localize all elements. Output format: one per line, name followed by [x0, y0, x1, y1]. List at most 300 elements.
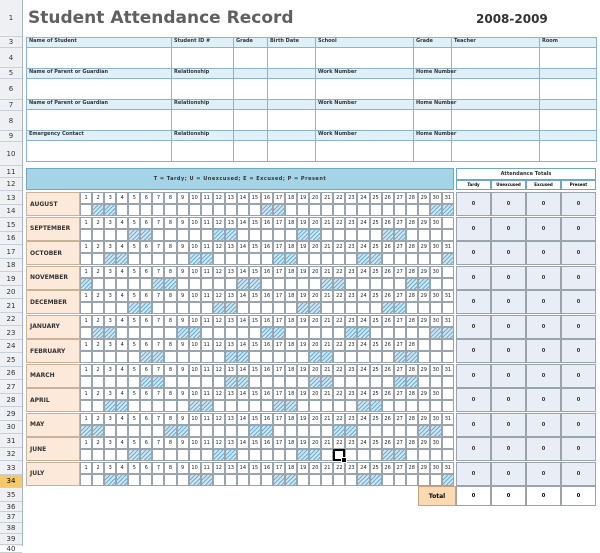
attendance-cell[interactable] — [128, 327, 140, 339]
weekend-cell[interactable] — [128, 449, 140, 461]
attendance-cell[interactable] — [394, 327, 406, 339]
attendance-cell[interactable] — [152, 425, 164, 437]
weekend-cell[interactable] — [394, 449, 406, 461]
attendance-cell[interactable] — [321, 449, 333, 461]
attendance-cell[interactable] — [406, 327, 418, 339]
attendance-cell[interactable] — [382, 253, 394, 265]
attendance-cell[interactable] — [213, 278, 225, 290]
attendance-cell[interactable] — [104, 278, 116, 290]
weekend-cell[interactable] — [177, 425, 189, 437]
weekend-cell[interactable] — [213, 229, 225, 241]
weekend-cell[interactable] — [382, 449, 394, 461]
weekend-cell[interactable] — [297, 229, 309, 241]
attendance-cell[interactable] — [321, 400, 333, 412]
weekend-cell[interactable] — [394, 351, 406, 363]
weekend-cell[interactable] — [92, 425, 104, 437]
attendance-cell[interactable] — [345, 302, 357, 314]
attendance-cell[interactable] — [309, 425, 321, 437]
attendance-cell[interactable] — [92, 229, 104, 241]
month-total-cell[interactable]: 0 — [456, 364, 491, 388]
attendance-cell[interactable] — [345, 229, 357, 241]
attendance-cell[interactable] — [201, 425, 213, 437]
row-number[interactable]: 30 — [0, 421, 22, 434]
attendance-cell[interactable] — [309, 474, 321, 486]
attendance-cell[interactable] — [92, 474, 104, 486]
month-total-cell[interactable]: 0 — [456, 192, 491, 216]
info-value-cell[interactable] — [540, 141, 597, 162]
attendance-cell[interactable] — [357, 449, 369, 461]
weekend-cell[interactable] — [285, 400, 297, 412]
attendance-cell[interactable] — [370, 425, 382, 437]
weekend-cell[interactable] — [237, 376, 249, 388]
weekend-cell[interactable] — [116, 400, 128, 412]
attendance-cell[interactable] — [406, 204, 418, 216]
attendance-cell[interactable] — [285, 425, 297, 437]
info-value-cell[interactable] — [172, 141, 234, 162]
weekend-cell[interactable] — [80, 425, 92, 437]
total-value[interactable]: 0 — [456, 486, 491, 506]
weekend-cell[interactable] — [333, 278, 345, 290]
month-total-cell[interactable]: 0 — [456, 437, 491, 461]
attendance-cell[interactable] — [189, 204, 201, 216]
month-total-cell[interactable]: 0 — [526, 290, 561, 314]
attendance-cell[interactable] — [80, 449, 92, 461]
month-total-cell[interactable]: 0 — [526, 217, 561, 241]
row-number[interactable]: 14 — [0, 205, 22, 218]
attendance-cell[interactable] — [225, 400, 237, 412]
attendance-cell[interactable] — [213, 425, 225, 437]
attendance-cell[interactable] — [406, 449, 418, 461]
attendance-cell[interactable] — [201, 204, 213, 216]
attendance-cell[interactable] — [273, 449, 285, 461]
weekend-cell[interactable] — [225, 229, 237, 241]
weekend-cell[interactable] — [152, 376, 164, 388]
month-total-cell[interactable]: 0 — [456, 241, 491, 265]
month-total-cell[interactable]: 0 — [456, 388, 491, 412]
attendance-cell[interactable] — [140, 327, 152, 339]
attendance-cell[interactable] — [442, 302, 454, 314]
attendance-cell[interactable] — [152, 253, 164, 265]
attendance-cell[interactable] — [418, 302, 430, 314]
attendance-cell[interactable] — [80, 229, 92, 241]
attendance-cell[interactable] — [297, 351, 309, 363]
attendance-cell[interactable] — [321, 474, 333, 486]
weekend-cell[interactable] — [225, 376, 237, 388]
attendance-cell[interactable] — [345, 376, 357, 388]
attendance-cell[interactable] — [406, 474, 418, 486]
attendance-cell[interactable] — [177, 204, 189, 216]
attendance-cell[interactable] — [418, 204, 430, 216]
attendance-cell[interactable] — [333, 302, 345, 314]
weekend-cell[interactable] — [225, 302, 237, 314]
row-number[interactable]: 34 — [0, 475, 22, 488]
attendance-cell[interactable] — [201, 376, 213, 388]
attendance-cell[interactable] — [370, 302, 382, 314]
attendance-cell[interactable] — [382, 351, 394, 363]
month-total-cell[interactable]: 0 — [561, 315, 596, 339]
attendance-cell[interactable] — [249, 400, 261, 412]
attendance-cell[interactable] — [285, 229, 297, 241]
attendance-cell[interactable] — [213, 376, 225, 388]
total-value[interactable]: 0 — [491, 486, 526, 506]
weekend-cell[interactable] — [201, 400, 213, 412]
attendance-cell[interactable] — [152, 400, 164, 412]
attendance-cell[interactable] — [249, 229, 261, 241]
info-value-cell[interactable] — [316, 141, 414, 162]
attendance-cell[interactable] — [297, 400, 309, 412]
attendance-cell[interactable] — [309, 253, 321, 265]
attendance-cell[interactable] — [225, 327, 237, 339]
attendance-cell[interactable] — [406, 302, 418, 314]
month-total-cell[interactable]: 0 — [526, 364, 561, 388]
weekend-cell[interactable] — [249, 278, 261, 290]
attendance-cell[interactable] — [116, 204, 128, 216]
row-number[interactable]: 9 — [0, 131, 22, 142]
row-number[interactable]: 35 — [0, 488, 22, 502]
month-total-cell[interactable]: 0 — [491, 290, 526, 314]
info-value-cell[interactable] — [27, 110, 172, 131]
info-value-cell[interactable] — [172, 48, 234, 69]
month-total-cell[interactable]: 0 — [491, 339, 526, 363]
month-total-cell[interactable]: 0 — [561, 192, 596, 216]
info-value-cell[interactable] — [268, 48, 316, 69]
attendance-cell[interactable] — [442, 229, 454, 241]
weekend-cell[interactable] — [309, 449, 321, 461]
attendance-cell[interactable] — [345, 253, 357, 265]
attendance-cell[interactable] — [273, 278, 285, 290]
info-value-cell[interactable] — [452, 79, 540, 100]
attendance-cell[interactable] — [297, 327, 309, 339]
attendance-cell[interactable] — [370, 327, 382, 339]
attendance-cell[interactable] — [382, 204, 394, 216]
row-number[interactable]: 3 — [0, 37, 22, 48]
attendance-cell[interactable] — [92, 376, 104, 388]
attendance-cell[interactable] — [140, 204, 152, 216]
attendance-cell[interactable] — [237, 474, 249, 486]
weekend-cell[interactable] — [201, 474, 213, 486]
attendance-cell[interactable] — [116, 425, 128, 437]
month-total-cell[interactable]: 0 — [456, 217, 491, 241]
attendance-cell[interactable] — [92, 278, 104, 290]
attendance-cell[interactable] — [370, 229, 382, 241]
weekend-cell[interactable] — [297, 302, 309, 314]
attendance-cell[interactable] — [370, 204, 382, 216]
weekend-cell[interactable] — [189, 327, 201, 339]
attendance-cell[interactable] — [309, 204, 321, 216]
attendance-cell[interactable] — [189, 351, 201, 363]
attendance-cell[interactable] — [406, 253, 418, 265]
attendance-cell[interactable] — [430, 449, 442, 461]
info-value-cell[interactable] — [316, 48, 414, 69]
attendance-cell[interactable] — [177, 400, 189, 412]
attendance-cell[interactable] — [273, 351, 285, 363]
weekend-cell[interactable] — [394, 302, 406, 314]
weekend-cell[interactable] — [406, 278, 418, 290]
attendance-cell[interactable] — [104, 425, 116, 437]
attendance-cell[interactable] — [430, 474, 442, 486]
row-number[interactable]: 7 — [0, 100, 22, 111]
month-total-cell[interactable]: 0 — [456, 290, 491, 314]
attendance-cell[interactable] — [418, 474, 430, 486]
weekend-cell[interactable] — [370, 400, 382, 412]
attendance-cell[interactable] — [225, 425, 237, 437]
info-value-cell[interactable] — [414, 141, 452, 162]
weekend-cell[interactable] — [430, 204, 442, 216]
attendance-cell[interactable] — [164, 474, 176, 486]
month-total-cell[interactable]: 0 — [561, 266, 596, 290]
attendance-cell[interactable] — [442, 449, 454, 461]
month-total-cell[interactable]: 0 — [561, 241, 596, 265]
attendance-cell[interactable] — [382, 400, 394, 412]
attendance-cell[interactable] — [201, 449, 213, 461]
attendance-cell[interactable] — [382, 327, 394, 339]
row-number[interactable]: 5 — [0, 68, 22, 79]
attendance-cell[interactable] — [177, 302, 189, 314]
weekend-cell[interactable] — [140, 302, 152, 314]
weekend-cell[interactable] — [237, 351, 249, 363]
weekend-cell[interactable] — [213, 302, 225, 314]
attendance-cell[interactable] — [430, 302, 442, 314]
attendance-cell[interactable] — [128, 204, 140, 216]
attendance-cell[interactable] — [430, 253, 442, 265]
attendance-cell[interactable] — [382, 474, 394, 486]
attendance-cell[interactable] — [152, 302, 164, 314]
weekend-cell[interactable] — [189, 474, 201, 486]
attendance-cell[interactable] — [297, 278, 309, 290]
month-total-cell[interactable]: 0 — [491, 266, 526, 290]
attendance-cell[interactable] — [370, 449, 382, 461]
weekend-cell[interactable] — [164, 278, 176, 290]
attendance-cell[interactable] — [213, 327, 225, 339]
info-value-cell[interactable] — [172, 110, 234, 131]
info-value-cell[interactable] — [27, 79, 172, 100]
attendance-cell[interactable] — [164, 376, 176, 388]
attendance-cell[interactable] — [394, 400, 406, 412]
weekend-cell[interactable] — [164, 425, 176, 437]
attendance-cell[interactable] — [152, 449, 164, 461]
row-number[interactable]: 15 — [0, 218, 22, 232]
attendance-cell[interactable] — [357, 204, 369, 216]
attendance-cell[interactable] — [430, 376, 442, 388]
attendance-cell[interactable] — [261, 253, 273, 265]
month-total-cell[interactable]: 0 — [456, 266, 491, 290]
attendance-cell[interactable] — [140, 425, 152, 437]
attendance-cell[interactable] — [345, 400, 357, 412]
month-total-cell[interactable]: 0 — [561, 413, 596, 437]
attendance-cell[interactable] — [164, 204, 176, 216]
attendance-cell[interactable] — [333, 351, 345, 363]
attendance-cell[interactable] — [430, 400, 442, 412]
total-value[interactable]: 0 — [561, 486, 596, 506]
weekend-cell[interactable] — [285, 253, 297, 265]
info-value-cell[interactable] — [268, 110, 316, 131]
weekend-cell[interactable] — [430, 425, 442, 437]
weekend-cell[interactable] — [152, 278, 164, 290]
month-total-cell[interactable]: 0 — [526, 413, 561, 437]
attendance-cell[interactable] — [370, 376, 382, 388]
attendance-cell[interactable] — [225, 474, 237, 486]
weekend-cell[interactable] — [406, 351, 418, 363]
row-number[interactable]: 32 — [0, 448, 22, 461]
info-value-cell[interactable] — [27, 141, 172, 162]
attendance-cell[interactable] — [261, 474, 273, 486]
attendance-cell[interactable] — [382, 376, 394, 388]
month-total-cell[interactable]: 0 — [526, 388, 561, 412]
attendance-cell[interactable] — [357, 351, 369, 363]
month-total-cell[interactable]: 0 — [561, 388, 596, 412]
info-value-cell[interactable] — [234, 79, 268, 100]
attendance-cell[interactable] — [370, 278, 382, 290]
row-number[interactable]: 19 — [0, 272, 22, 286]
attendance-cell[interactable] — [249, 302, 261, 314]
attendance-cell[interactable] — [152, 204, 164, 216]
attendance-cell[interactable] — [116, 327, 128, 339]
attendance-cell[interactable] — [225, 204, 237, 216]
attendance-cell[interactable] — [104, 229, 116, 241]
month-total-cell[interactable]: 0 — [561, 462, 596, 486]
weekend-cell[interactable] — [261, 425, 273, 437]
attendance-cell[interactable] — [273, 302, 285, 314]
row-number[interactable]: 28 — [0, 394, 22, 407]
attendance-cell[interactable] — [382, 278, 394, 290]
row-number[interactable]: 18 — [0, 259, 22, 272]
row-number[interactable]: 31 — [0, 434, 22, 448]
weekend-cell[interactable] — [370, 474, 382, 486]
weekend-cell[interactable] — [394, 376, 406, 388]
row-number[interactable]: 25 — [0, 353, 22, 367]
attendance-cell[interactable] — [104, 449, 116, 461]
attendance-cell[interactable] — [333, 327, 345, 339]
attendance-cell[interactable] — [80, 400, 92, 412]
attendance-cell[interactable] — [116, 278, 128, 290]
attendance-cell[interactable] — [309, 278, 321, 290]
weekend-cell[interactable] — [406, 376, 418, 388]
attendance-cell[interactable] — [345, 474, 357, 486]
info-value-cell[interactable] — [234, 110, 268, 131]
attendance-cell[interactable] — [273, 425, 285, 437]
attendance-cell[interactable] — [189, 278, 201, 290]
attendance-cell[interactable] — [394, 278, 406, 290]
attendance-cell[interactable] — [237, 425, 249, 437]
attendance-cell[interactable] — [128, 253, 140, 265]
weekend-cell[interactable] — [104, 327, 116, 339]
attendance-cell[interactable] — [201, 351, 213, 363]
weekend-cell[interactable] — [370, 253, 382, 265]
attendance-cell[interactable] — [92, 302, 104, 314]
weekend-cell[interactable] — [177, 327, 189, 339]
row-number[interactable]: 16 — [0, 232, 22, 245]
attendance-cell[interactable] — [345, 351, 357, 363]
info-value-cell[interactable] — [27, 48, 172, 69]
attendance-cell[interactable] — [406, 400, 418, 412]
weekend-cell[interactable] — [430, 327, 442, 339]
weekend-cell[interactable] — [189, 253, 201, 265]
weekend-cell[interactable] — [442, 327, 454, 339]
attendance-cell[interactable] — [406, 425, 418, 437]
attendance-cell[interactable] — [177, 351, 189, 363]
attendance-cell[interactable] — [164, 327, 176, 339]
attendance-cell[interactable] — [297, 474, 309, 486]
weekend-cell[interactable] — [357, 400, 369, 412]
attendance-cell[interactable] — [442, 351, 454, 363]
month-total-cell[interactable]: 0 — [491, 388, 526, 412]
attendance-cell[interactable] — [201, 229, 213, 241]
month-total-cell[interactable]: 0 — [456, 339, 491, 363]
attendance-cell[interactable] — [333, 376, 345, 388]
month-total-cell[interactable]: 0 — [561, 364, 596, 388]
attendance-cell[interactable] — [249, 474, 261, 486]
month-total-cell[interactable]: 0 — [526, 266, 561, 290]
attendance-cell[interactable] — [321, 204, 333, 216]
month-total-cell[interactable]: 0 — [526, 315, 561, 339]
total-value[interactable]: 0 — [526, 486, 561, 506]
weekend-cell[interactable] — [249, 425, 261, 437]
weekend-cell[interactable] — [309, 302, 321, 314]
attendance-cell[interactable] — [237, 204, 249, 216]
attendance-cell[interactable] — [189, 376, 201, 388]
attendance-cell[interactable] — [128, 376, 140, 388]
attendance-cell[interactable] — [333, 400, 345, 412]
row-number[interactable]: 22 — [0, 313, 22, 326]
attendance-cell[interactable] — [249, 376, 261, 388]
row-number[interactable]: 23 — [0, 326, 22, 340]
row-number[interactable]: 12 — [0, 178, 22, 191]
attendance-cell[interactable] — [164, 400, 176, 412]
attendance-cell[interactable] — [430, 229, 442, 241]
attendance-cell[interactable] — [128, 351, 140, 363]
attendance-cell[interactable] — [189, 449, 201, 461]
info-value-cell[interactable] — [234, 141, 268, 162]
weekend-cell[interactable] — [92, 204, 104, 216]
attendance-cell[interactable] — [128, 278, 140, 290]
attendance-cell[interactable] — [213, 351, 225, 363]
weekend-cell[interactable] — [104, 204, 116, 216]
attendance-cell[interactable] — [418, 376, 430, 388]
weekend-cell[interactable] — [80, 278, 92, 290]
attendance-cell[interactable] — [164, 253, 176, 265]
month-total-cell[interactable]: 0 — [491, 217, 526, 241]
attendance-cell[interactable] — [357, 376, 369, 388]
attendance-cell[interactable] — [152, 327, 164, 339]
month-total-cell[interactable]: 0 — [491, 315, 526, 339]
weekend-cell[interactable] — [152, 351, 164, 363]
row-number[interactable]: 40 — [0, 545, 22, 553]
attendance-cell[interactable] — [177, 278, 189, 290]
info-value-cell[interactable] — [452, 141, 540, 162]
attendance-cell[interactable] — [442, 400, 454, 412]
month-total-cell[interactable]: 0 — [491, 462, 526, 486]
weekend-cell[interactable] — [442, 253, 454, 265]
attendance-cell[interactable] — [249, 327, 261, 339]
row-number[interactable]: 36 — [0, 502, 22, 512]
attendance-cell[interactable] — [418, 327, 430, 339]
month-total-cell[interactable]: 0 — [526, 462, 561, 486]
attendance-cell[interactable] — [261, 400, 273, 412]
attendance-cell[interactable] — [261, 302, 273, 314]
attendance-cell[interactable] — [164, 229, 176, 241]
row-number[interactable]: 8 — [0, 111, 22, 131]
attendance-cell[interactable] — [309, 327, 321, 339]
attendance-cell[interactable] — [321, 327, 333, 339]
weekend-cell[interactable] — [128, 302, 140, 314]
info-value-cell[interactable] — [414, 110, 452, 131]
attendance-cell[interactable] — [321, 425, 333, 437]
attendance-cell[interactable] — [406, 229, 418, 241]
weekend-cell[interactable] — [225, 351, 237, 363]
info-value-cell[interactable] — [540, 79, 597, 100]
info-value-cell[interactable] — [316, 110, 414, 131]
row-number[interactable]: 11 — [0, 166, 22, 178]
